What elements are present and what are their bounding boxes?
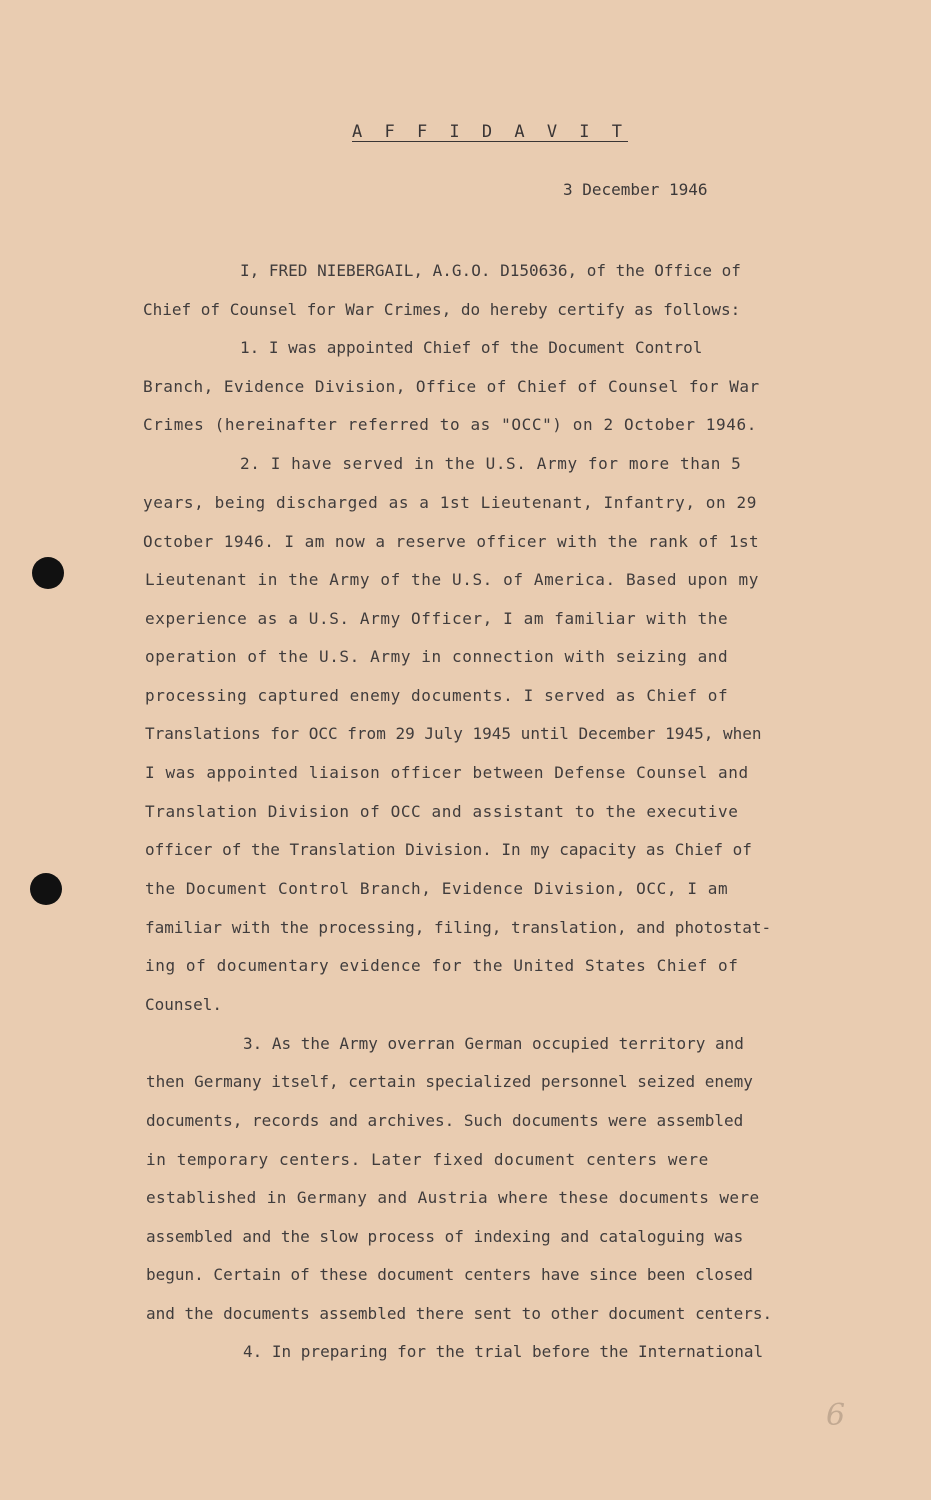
body-line: documents, records and archives. Such documents were assembled bbox=[146, 1111, 744, 1130]
punch-hole-top bbox=[32, 557, 64, 589]
body-line: in temporary centers. Later fixed document centers were bbox=[146, 1150, 709, 1169]
body-line: then Germany itself, certain specialized personnel seized enemy bbox=[146, 1072, 753, 1091]
handwritten-page-number: 6 bbox=[826, 1398, 846, 1433]
body-line: Translation Division of OCC and assistant to the executive bbox=[145, 802, 739, 821]
body-line: processing captured enemy documents. I served as Chief of bbox=[145, 686, 729, 705]
body-line: assembled and the slow process of indexing and cataloguing was bbox=[146, 1227, 744, 1246]
body-line: Translations for OCC from 29 July 1945 until December 1945, when bbox=[145, 724, 762, 743]
body-line: established in Germany and Austria where these documents were bbox=[146, 1188, 760, 1207]
body-line: years, being discharged as a 1st Lieutenant, Infantry, on 29 bbox=[143, 493, 757, 512]
body-line: begun. Certain of these document centers have since been closed bbox=[146, 1265, 753, 1284]
body-line: Chief of Counsel for War Crimes, do hereby certify as follows: bbox=[143, 300, 741, 319]
body-line: 2. I have served in the U.S. Army for more than 5 bbox=[240, 454, 742, 473]
body-line: 3. As the Army overran German occupied territory and bbox=[243, 1034, 744, 1053]
body-line: experience as a U.S. Army Officer, I am familiar with the bbox=[145, 609, 729, 628]
body-line: I, FRED NIEBERGAIL, A.G.O. D150636, of the Office of bbox=[240, 261, 741, 280]
body-line: officer of the Translation Division. In my capacity as Chief of bbox=[145, 840, 752, 859]
body-line: and the documents assembled there sent to other document centers. bbox=[146, 1304, 773, 1323]
body-line: 1. I was appointed Chief of the Document Control bbox=[240, 338, 703, 357]
body-line: 4. In preparing for the trial before the International bbox=[243, 1342, 764, 1361]
body-line: Lieutenant in the Army of the U.S. of America. Based upon my bbox=[145, 570, 759, 589]
document-date: 3 December 1946 bbox=[563, 180, 708, 199]
body-line: I was appointed liaison officer between Defense Counsel and bbox=[145, 763, 749, 782]
document-title: A F F I D A V I T bbox=[352, 122, 628, 142]
body-line: October 1946. I am now a reserve officer with the rank of 1st bbox=[143, 532, 760, 551]
body-line: Crimes (hereinafter referred to as "OCC") on 2 October 1946. bbox=[143, 415, 757, 434]
body-line: ing of documentary evidence for the United States Chief of bbox=[145, 956, 739, 975]
body-line: the Document Control Branch, Evidence Division, OCC, I am bbox=[145, 879, 729, 898]
body-line: Counsel. bbox=[145, 995, 223, 1014]
punch-hole-bottom bbox=[30, 873, 62, 905]
body-line: familiar with the processing, filing, translation, and photostat- bbox=[145, 918, 772, 937]
body-line: Branch, Evidence Division, Office of Chief of Counsel for War bbox=[143, 377, 760, 396]
body-line: operation of the U.S. Army in connection with seizing and bbox=[145, 647, 729, 666]
